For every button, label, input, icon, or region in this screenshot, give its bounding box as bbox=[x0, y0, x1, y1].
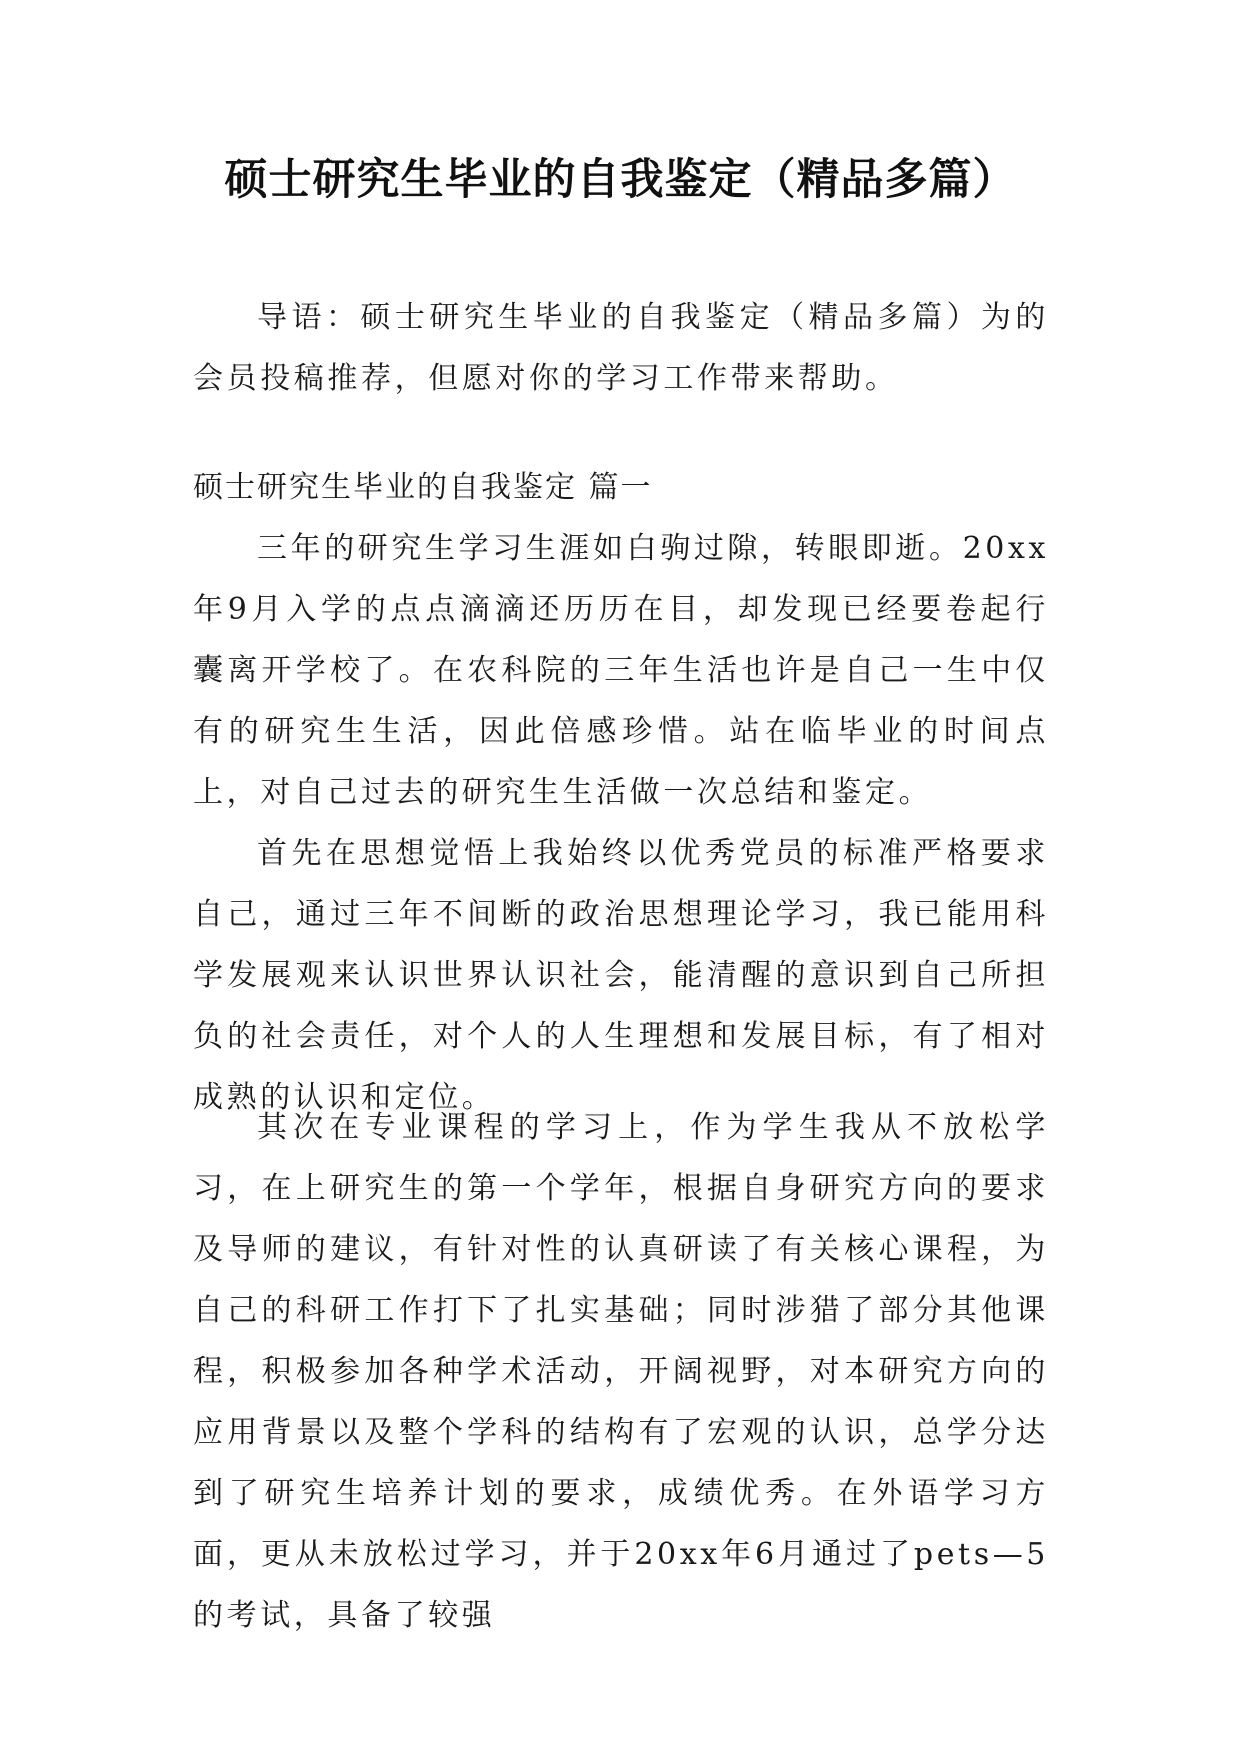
page-title: 硕士研究生毕业的自我鉴定（精品多篇） bbox=[224, 155, 1017, 205]
body-paragraph-3: 其次在专业课程的学习上，作为学生我从不放松学习，在上研究生的第一个学年，根据自身研究方向的要求及导师的建议，有针对性的认真研读了有关核心课程，为自己的科研工作打下了扎实基础；同时涉猎了部分其他课程，积极参加各种学术活动，开阔视野，对本研究方向的应用背景以及整个学科的结构有了宏观的认识，总学分达到了研究生培养计划的要求，成绩优秀。在外语学习方面，更从未放松过学习，并于20xx年6月通过了pets—5的考试，具备了较强 bbox=[193, 1110, 1049, 1633]
body-paragraph-2: 首先在思想觉悟上我始终以优秀党员的标准严格要求自己，通过三年不间断的政治思想理论学习，我已能用科学发展观来认识世界认识社会，能清醒的意识到自己所担负的社会责任，对个人的人生理想和发展目标，有了相对成熟的认识和定位。 bbox=[193, 836, 1049, 1115]
intro-paragraph: 导语：硕士研究生毕业的自我鉴定（精品多篇）为的会员投稿推荐，但愿对你的学习工作带来帮助。 bbox=[193, 300, 1049, 396]
section-heading: 硕士研究生毕业的自我鉴定 篇一 bbox=[193, 470, 653, 505]
body-paragraph-1: 三年的研究生学习生涯如白驹过隙，转眼即逝。20xx年9月入学的点点滴滴还历历在目，却发现已经要卷起行囊离开学校了。在农科院的三年生活也许是自己一生中仅有的研究生生活，因此倍感珍惜。站在临毕业的时间点上，对自己过去的研究生生活做一次总结和鉴定。 bbox=[193, 531, 1050, 810]
